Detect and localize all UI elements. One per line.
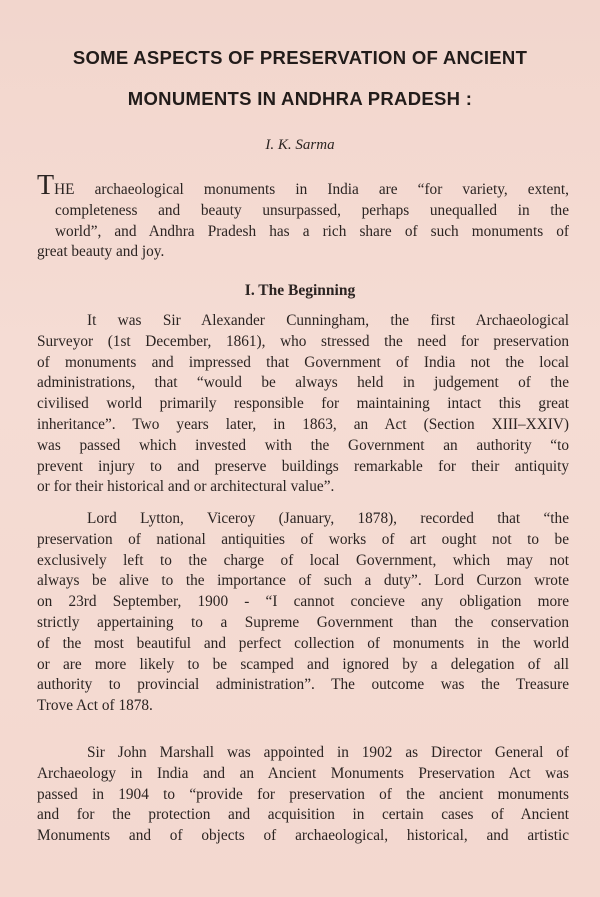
author-name: I. K. Sarma: [265, 137, 335, 153]
text-line: Trove Act of 1878.: [37, 697, 153, 715]
text-line: It was Sir Alexander Cunningham, the first Archaeological: [87, 312, 569, 329]
text-line: preservation of national antiquities of works of art ought not to be: [37, 530, 569, 548]
text-line: Surveyor (1st December, 1861), who stressed the need for preservation: [37, 332, 569, 350]
intro-paragraph: [37, 170, 569, 263]
text-line: Lord Lytton, Viceroy (January, 1878), recorded that “the: [87, 510, 569, 527]
text-line: of monuments and impressed that Government of India not the local: [37, 353, 569, 371]
text-line: completeness and beauty unsurpassed, perhaps unequalled in the: [55, 201, 569, 219]
text-line: administrations, that “would be always held in judgement of the: [37, 374, 569, 392]
text-line: was passed which invested with the Government an authority “to: [37, 436, 569, 454]
text-line: or are more likely to be scamped and ignored by a delegation of all: [37, 655, 569, 673]
drop-cap: T: [37, 170, 55, 201]
text-line: Monuments and of objects of archaeological, historical, and artistic: [37, 827, 569, 845]
text-line: passed in 1904 to “provide for preservation of the ancient monuments: [37, 785, 569, 803]
text-line: exclusively left to the charge of local Government, which may not: [37, 551, 569, 569]
text-line: inheritance”. Two years later, in 1863, an Act (Section XIII–XXIV): [37, 415, 569, 433]
text-line: on 23rd September, 1900 - “I cannot concieve any obligation more: [37, 593, 569, 611]
text-line: Sir John Marshall was appointed in 1902 as Director General of: [87, 744, 569, 761]
body-paragraph: [37, 509, 569, 717]
text-line: always be alive to the importance of such a duty”. Lord Curzon wrote: [37, 572, 569, 590]
section-heading: I. The Beginning: [244, 282, 356, 299]
title-line-1: SOME ASPECTS OF PRESERVATION OF ANCIENT: [72, 47, 528, 68]
text-line: and for the protection and acquisition in certain cases of Ancient: [37, 806, 569, 824]
text-line: great beauty and joy.: [37, 243, 165, 261]
text-line: Archaeology in India and an Ancient Monuments Preservation Act was: [37, 764, 569, 782]
text-line: [37, 170, 569, 201]
text-line-content: HE archaeological monuments in India are “for variety, extent,: [54, 181, 569, 198]
text-line: civilised world primarily responsible for maintaining intact this great: [37, 395, 569, 413]
text-line: world”, and Andhra Pradesh has a rich share of such monuments of: [55, 222, 569, 240]
body-paragraph: [37, 743, 569, 847]
text-line: strictly appertaining to a Supreme Government than the conservation: [37, 613, 569, 631]
text-line: prevent injury to and preserve buildings remarkable for their antiquity: [37, 457, 569, 475]
text-line: of the most beautiful and perfect collection of monuments in the world: [37, 634, 569, 652]
text-line: authority to provincial administration”. The outcome was the Treasure: [37, 676, 569, 694]
body-paragraph: [37, 311, 569, 498]
title-line-2: MONUMENTS IN ANDHRA PRADESH :: [127, 88, 473, 109]
text-line: or for their historical and or architectural value”.: [37, 478, 335, 496]
